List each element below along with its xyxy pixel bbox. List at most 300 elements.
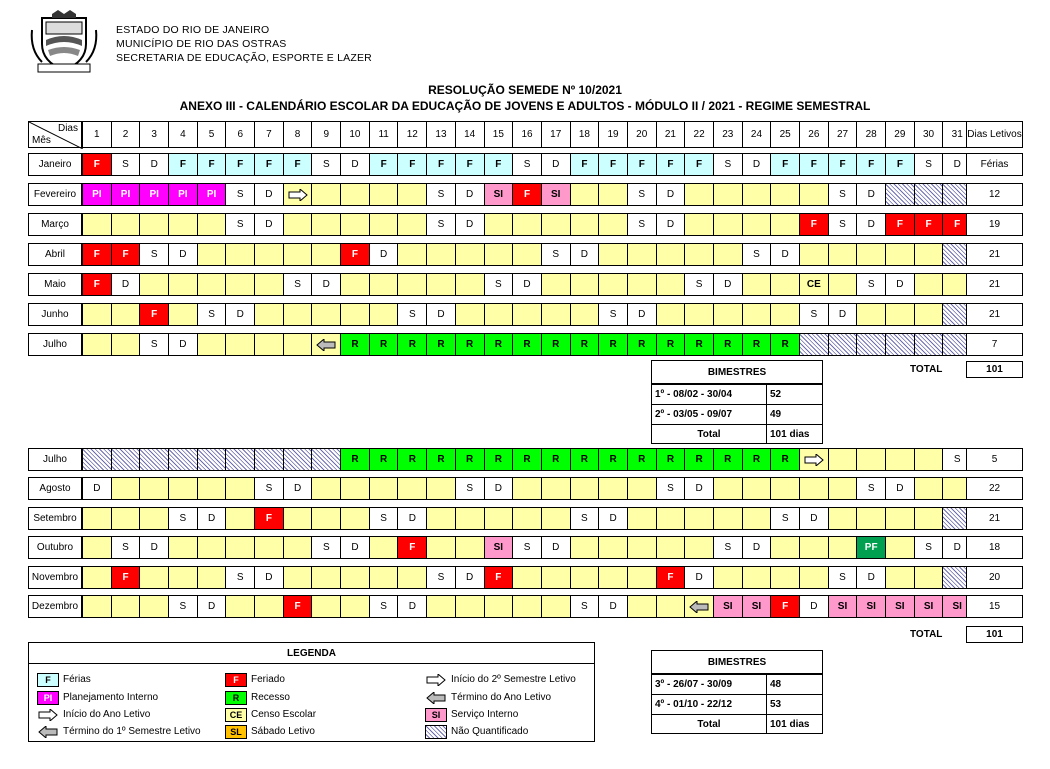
bimestre-period: 3º - 26/07 - 30/09 (651, 674, 767, 695)
legend-swatch: SI (425, 708, 447, 722)
day-header: 21 (656, 121, 686, 148)
day-cell (197, 566, 227, 589)
day-cell (397, 183, 427, 206)
day-cell: SI (484, 183, 514, 206)
legend-swatch: F (225, 673, 247, 687)
day-cell: R (369, 333, 399, 356)
days-letivos-value: 5 (966, 448, 1023, 471)
day-cell (254, 536, 284, 559)
day-cell: F (139, 303, 169, 326)
day-cell: D (541, 536, 571, 559)
day-cell: PI (111, 183, 141, 206)
day-header: 18 (570, 121, 600, 148)
day-cell (311, 243, 341, 266)
day-cell: R (713, 448, 743, 471)
day-cell: SI (541, 183, 571, 206)
day-cell: S (742, 243, 772, 266)
day-cell: R (742, 333, 772, 356)
day-cell: F (684, 153, 714, 176)
days-letivos-value: 22 (966, 477, 1023, 500)
day-cell (225, 477, 255, 500)
day-cell (82, 303, 112, 326)
day-cell (455, 536, 485, 559)
day-cell (684, 595, 714, 618)
day-header: 15 (484, 121, 514, 148)
day-cell: S (828, 183, 858, 206)
day-cell (713, 507, 743, 530)
day-cell: CE (799, 273, 829, 296)
day-cell (713, 477, 743, 500)
day-cell: F (627, 153, 657, 176)
day-cell: R (770, 333, 800, 356)
legend-swatch: CE (225, 708, 247, 722)
day-cell (656, 536, 686, 559)
day-cell: D (369, 243, 399, 266)
day-cell (828, 273, 858, 296)
day-cell: D (397, 507, 427, 530)
day-cell: S (426, 213, 456, 236)
day-cell: S (426, 566, 456, 589)
day-cell (598, 536, 628, 559)
day-cell: F (254, 153, 284, 176)
day-cell: F (770, 595, 800, 618)
arrow-right-icon (804, 454, 824, 466)
legend-swatch (425, 725, 447, 739)
day-cell: D (254, 566, 284, 589)
day-cell: D (828, 303, 858, 326)
days-letivos-value: 7 (966, 333, 1023, 356)
day-cell (885, 507, 915, 530)
day-cell (541, 595, 571, 618)
day-cell: S (139, 333, 169, 356)
corner-month-label: Mês (32, 135, 51, 146)
day-header: 8 (283, 121, 313, 148)
day-cell (369, 273, 399, 296)
day-cell (799, 243, 829, 266)
day-cell (254, 595, 284, 618)
day-cell (627, 566, 657, 589)
day-cell: S (111, 536, 141, 559)
day-cell: D (168, 333, 198, 356)
day-cell: S (627, 183, 657, 206)
month-label: Julho (28, 448, 82, 471)
day-cell (225, 273, 255, 296)
day-cell (914, 566, 944, 589)
day-cell: S (311, 536, 341, 559)
day-cell: S (111, 153, 141, 176)
day-cell: D (713, 273, 743, 296)
day-cell (770, 566, 800, 589)
day-cell (340, 507, 370, 530)
day-cell: R (570, 448, 600, 471)
day-header: 24 (742, 121, 772, 148)
day-cell (369, 303, 399, 326)
day-cell: R (455, 448, 485, 471)
day-cell (369, 213, 399, 236)
day-cell (111, 477, 141, 500)
days-letivos-value: Férias (966, 153, 1023, 176)
day-cell: D (168, 243, 198, 266)
day-cell (656, 243, 686, 266)
day-cell (397, 243, 427, 266)
day-cell (197, 273, 227, 296)
day-cell: D (455, 213, 485, 236)
day-cell (311, 303, 341, 326)
day-cell (111, 507, 141, 530)
day-cell (541, 303, 571, 326)
day-cell (139, 477, 169, 500)
day-cell: D (225, 303, 255, 326)
day-cell: D (942, 536, 972, 559)
day-cell: D (455, 566, 485, 589)
day-cell: PI (197, 183, 227, 206)
day-cell: F (82, 153, 112, 176)
day-cell: R (684, 448, 714, 471)
day-cell (541, 273, 571, 296)
day-cell: D (856, 566, 886, 589)
day-cell: F (598, 153, 628, 176)
day-cell: D (742, 153, 772, 176)
day-cell (598, 477, 628, 500)
day-cell: SI (914, 595, 944, 618)
day-cell (512, 243, 542, 266)
day-header: 6 (225, 121, 255, 148)
header-line-state: ESTADO DO RIO DE JANEIRO (116, 24, 270, 36)
day-cell (369, 536, 399, 559)
day-cell (254, 273, 284, 296)
day-cell (484, 303, 514, 326)
day-cell: R (426, 448, 456, 471)
month-label: Janeiro (28, 153, 82, 176)
legend-swatch: R (225, 691, 247, 705)
day-cell (168, 566, 198, 589)
total-label-1: TOTAL (910, 364, 943, 375)
total-value-2: 101 (966, 626, 1023, 643)
day-cell (311, 507, 341, 530)
day-cell (799, 333, 829, 356)
day-cell: F (885, 213, 915, 236)
arrow-left-icon (426, 692, 446, 704)
legend-label: Início do 2º Semestre Letivo (451, 674, 576, 685)
day-cell: D (484, 477, 514, 500)
bimestre-period: 1º - 08/02 - 30/04 (651, 384, 767, 405)
day-cell: D (885, 477, 915, 500)
day-cell (82, 566, 112, 589)
days-letivos-value: 19 (966, 213, 1023, 236)
day-cell (598, 566, 628, 589)
day-cell (541, 507, 571, 530)
day-cell (82, 595, 112, 618)
day-cell (627, 595, 657, 618)
day-cell (856, 243, 886, 266)
day-header: 14 (455, 121, 485, 148)
bimestres-box-1 (651, 360, 823, 444)
day-cell (254, 448, 284, 471)
day-cell: D (111, 273, 141, 296)
day-cell: S (369, 595, 399, 618)
legend-swatch (37, 708, 59, 722)
annex-title: ANEXO III - CALENDÁRIO ESCOLAR DA EDUCAÇÃO DE JOVENS E ADULTOS - MÓDULO II / 2021 - REGIME SEMESTRAL (179, 99, 871, 113)
day-cell (311, 477, 341, 500)
day-cell (283, 213, 313, 236)
day-cell: S (828, 566, 858, 589)
day-cell: D (283, 477, 313, 500)
day-cell (455, 595, 485, 618)
day-cell: F (770, 153, 800, 176)
month-label: Junho (28, 303, 82, 326)
day-cell (828, 448, 858, 471)
header-line-secretariat: SECRETARIA DE EDUCAÇÃO, ESPORTE E LAZER (116, 52, 372, 64)
days-letivos-value: 18 (966, 536, 1023, 559)
day-cell: SI (885, 595, 915, 618)
corner-cell (28, 121, 82, 148)
day-cell (770, 303, 800, 326)
legend-label: Planejamento Interno (63, 692, 159, 703)
legend-label: Não Quantificado (451, 726, 529, 737)
bimestre-total-value: 101 dias (766, 424, 823, 444)
day-cell: F (225, 153, 255, 176)
legend-swatch: F (37, 673, 59, 687)
day-cell (570, 213, 600, 236)
days-letivos-value: 21 (966, 507, 1023, 530)
day-cell (598, 273, 628, 296)
day-cell (684, 243, 714, 266)
day-cell (570, 183, 600, 206)
bimestre-total-label: Total (651, 714, 767, 734)
day-cell (197, 477, 227, 500)
day-cell: D (942, 153, 972, 176)
month-label: Novembro (28, 566, 82, 589)
day-cell: D (541, 153, 571, 176)
legend-swatch (37, 725, 59, 739)
day-cell (914, 303, 944, 326)
day-cell (111, 303, 141, 326)
day-cell (512, 566, 542, 589)
day-cell: D (254, 213, 284, 236)
day-cell (914, 477, 944, 500)
day-cell: D (856, 183, 886, 206)
day-header: 25 (770, 121, 800, 148)
legend-label: Férias (63, 674, 91, 685)
legend-label: Término do Ano Letivo (451, 692, 552, 703)
day-cell: F (885, 153, 915, 176)
day-cell: R (426, 333, 456, 356)
bimestre-days: 53 (766, 694, 823, 715)
day-cell: D (455, 183, 485, 206)
day-cell: F (512, 183, 542, 206)
day-header: 30 (914, 121, 944, 148)
day-cell (828, 536, 858, 559)
day-cell: S (283, 273, 313, 296)
day-cell: R (570, 333, 600, 356)
day-cell (598, 213, 628, 236)
day-cell (168, 273, 198, 296)
day-cell (369, 566, 399, 589)
legend-swatch (425, 673, 447, 687)
day-cell: S (225, 566, 255, 589)
day-cell: F (283, 153, 313, 176)
day-cell: R (598, 333, 628, 356)
day-cell (139, 566, 169, 589)
day-cell: S (225, 183, 255, 206)
day-cell (82, 536, 112, 559)
day-header: 19 (598, 121, 628, 148)
day-cell (914, 333, 944, 356)
day-cell: D (397, 595, 427, 618)
day-header: 13 (426, 121, 456, 148)
day-header: 20 (627, 121, 657, 148)
legend-swatch: SL (225, 725, 247, 739)
day-cell (340, 566, 370, 589)
day-cell: F (197, 153, 227, 176)
day-cell: R (512, 448, 542, 471)
day-cell (570, 536, 600, 559)
day-cell (914, 243, 944, 266)
day-cell: D (340, 153, 370, 176)
day-cell (283, 566, 313, 589)
day-cell: D (311, 273, 341, 296)
day-cell: S (570, 507, 600, 530)
bimestre-days: 52 (766, 384, 823, 405)
days-letivos-value: 20 (966, 566, 1023, 589)
day-cell (283, 243, 313, 266)
day-cell (713, 303, 743, 326)
day-cell (426, 595, 456, 618)
day-header: 31 (942, 121, 972, 148)
day-cell (885, 536, 915, 559)
bimestre-period: 4º - 01/10 - 22/12 (651, 694, 767, 715)
day-cell: F (168, 153, 198, 176)
day-cell: D (770, 243, 800, 266)
day-cell (311, 183, 341, 206)
day-cell: F (484, 566, 514, 589)
day-cell (484, 507, 514, 530)
day-header: 16 (512, 121, 542, 148)
resolution-title: RESOLUÇÃO SEMEDE Nº 10/2021 (428, 83, 622, 97)
day-cell (369, 183, 399, 206)
day-cell (684, 213, 714, 236)
day-header: 10 (340, 121, 370, 148)
day-cell (828, 333, 858, 356)
day-header: 4 (168, 121, 198, 148)
day-cell: R (369, 448, 399, 471)
day-cell: R (455, 333, 485, 356)
day-cell: S (168, 595, 198, 618)
day-cell: F (942, 213, 972, 236)
day-cell (770, 183, 800, 206)
day-header: 26 (799, 121, 829, 148)
day-cell: R (742, 448, 772, 471)
day-cell (283, 448, 313, 471)
day-cell (627, 507, 657, 530)
day-cell (742, 303, 772, 326)
day-cell: F (799, 213, 829, 236)
bimestre-days: 49 (766, 404, 823, 425)
day-cell: D (512, 273, 542, 296)
day-cell (283, 536, 313, 559)
day-cell (512, 213, 542, 236)
day-cell: S (684, 273, 714, 296)
day-cell (885, 183, 915, 206)
day-cell: F (455, 153, 485, 176)
day-cell: S (426, 183, 456, 206)
day-cell (283, 507, 313, 530)
day-cell (111, 213, 141, 236)
day-cell (799, 477, 829, 500)
bimestres-title: BIMESTRES (651, 650, 823, 674)
day-cell (82, 213, 112, 236)
day-cell (598, 183, 628, 206)
day-cell (168, 448, 198, 471)
day-cell (627, 477, 657, 500)
day-cell (914, 507, 944, 530)
bimestres-title: BIMESTRES (651, 360, 823, 384)
day-header: 9 (311, 121, 341, 148)
day-cell (684, 303, 714, 326)
bimestre-days: 48 (766, 674, 823, 695)
days-letivos-value: 15 (966, 595, 1023, 618)
day-cell: D (598, 595, 628, 618)
day-cell (455, 507, 485, 530)
bimestre-total-label: Total (651, 424, 767, 444)
day-cell (139, 507, 169, 530)
page-header (28, 10, 628, 80)
legend-label: Censo Escolar (251, 709, 317, 720)
day-cell: S (799, 303, 829, 326)
day-cell: S (311, 153, 341, 176)
day-cell (570, 273, 600, 296)
day-cell: S (713, 536, 743, 559)
day-cell: S (197, 303, 227, 326)
day-cell (283, 333, 313, 356)
day-cell (340, 183, 370, 206)
days-letivos-value: 21 (966, 303, 1023, 326)
day-cell (656, 303, 686, 326)
day-cell (225, 536, 255, 559)
day-cell (225, 448, 255, 471)
day-cell (856, 448, 886, 471)
day-cell (713, 566, 743, 589)
month-label: Fevereiro (28, 183, 82, 206)
header-lines (116, 23, 372, 65)
legend-label: Serviço Interno (451, 709, 519, 720)
day-cell: R (340, 333, 370, 356)
day-cell (656, 273, 686, 296)
day-cell: F (340, 243, 370, 266)
month-label: Maio (28, 273, 82, 296)
day-cell: S (770, 507, 800, 530)
day-cell (799, 183, 829, 206)
day-header: 29 (885, 121, 915, 148)
day-cell (139, 595, 169, 618)
day-cell: D (426, 303, 456, 326)
legend-label: Início do Ano Letivo (63, 709, 151, 720)
day-cell: R (627, 333, 657, 356)
day-cell (139, 213, 169, 236)
day-cell: R (656, 333, 686, 356)
day-header: 3 (139, 121, 169, 148)
day-cell (397, 477, 427, 500)
day-cell (742, 273, 772, 296)
day-cell (225, 595, 255, 618)
day-cell (168, 303, 198, 326)
day-cell: D (197, 507, 227, 530)
day-header: 22 (684, 121, 714, 148)
day-cell (856, 333, 886, 356)
day-header: 17 (541, 121, 571, 148)
day-cell: R (684, 333, 714, 356)
day-cell (570, 303, 600, 326)
